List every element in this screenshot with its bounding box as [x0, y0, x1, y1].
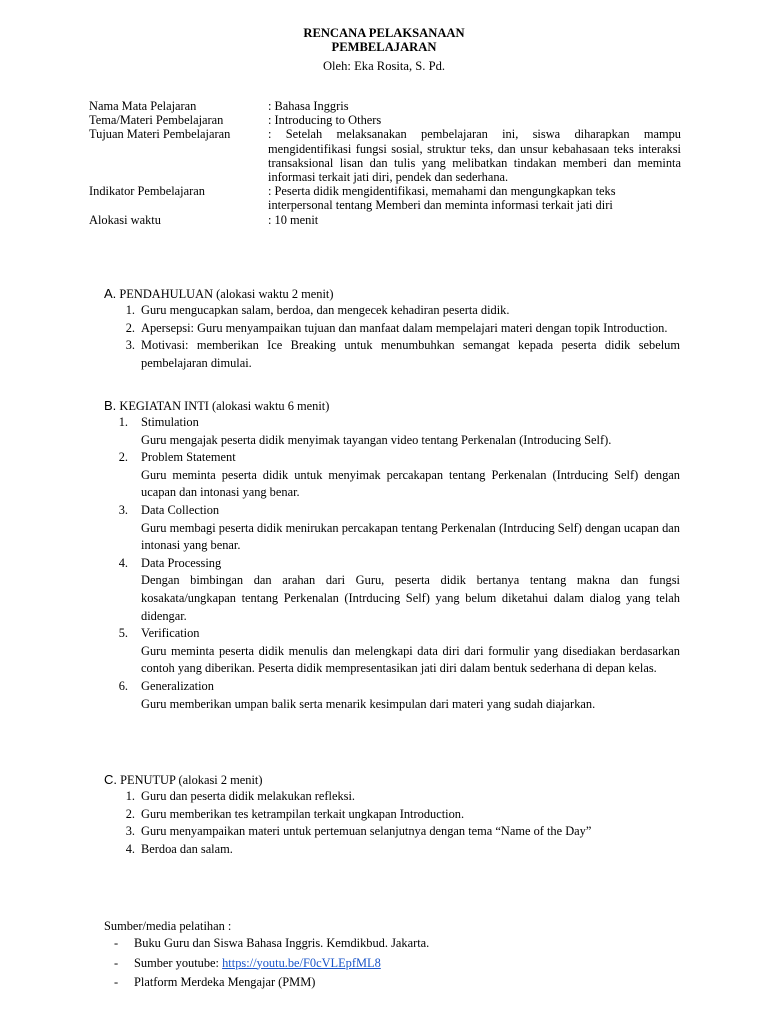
step-description: Guru meminta peserta didik menulis dan melengkapi data diri dari formulir yang disediakan berdasarkan contoh yang diberikan. Peserta didik mempresentasikan jati diri dalam bentuk sederhana di depan kelas.	[141, 643, 680, 676]
section-title: PENDAHULUAN (alokasi waktu 2 menit)	[119, 287, 334, 301]
info-row-theme	[89, 113, 681, 127]
source-item	[104, 954, 680, 974]
section-letter: B.	[104, 398, 117, 413]
item-text: Guru memberikan tes ketrampilan terkait ungkapan Introduction.	[141, 806, 465, 821]
section-letter: C.	[104, 772, 117, 787]
step-number: 4.	[118, 555, 128, 570]
info-label: Tema/Materi Pembelajaran	[89, 113, 224, 128]
info-row-objective	[89, 127, 681, 184]
source-item	[104, 934, 680, 954]
document-author: Oleh: Eka Rosita, S. Pd.	[322, 59, 446, 73]
step-description: Dengan bimbingan dan arahan dari Guru, peserta didik bertanya tentang makna dan fungsi kosakata/ungkapan tentang Perkenalan (Intrducing Self) yang belum diketahui dalam dialog yang telah didengar.	[141, 573, 680, 623]
item-number: 1.	[125, 303, 135, 317]
info-row-subject	[89, 99, 681, 113]
step-number: 3.	[118, 502, 128, 517]
document-title-line-1: RENCANA PELAKSANAAN	[303, 26, 465, 40]
bullet-dash: -	[114, 936, 119, 950]
section-heading	[104, 398, 680, 414]
item-text: Guru menyampaikan materi untuk pertemuan selanjutnya dengan tema “Name of the Day”	[141, 824, 592, 839]
source-item	[104, 973, 680, 993]
info-row-indicator	[89, 184, 681, 212]
sources-section	[104, 918, 680, 993]
item-number: 2.	[125, 320, 135, 335]
step-description: Guru meminta peserta didik untuk menyimak percakapan tentang Perkenalan (Intrducing Self) dengan ucapan dan intonasi yang benar.	[141, 467, 680, 500]
info-label: Nama Mata Pelajaran	[89, 99, 197, 113]
list-item	[104, 320, 680, 338]
item-number: 4.	[125, 841, 135, 856]
item-text: Motivasi: memberikan Ice Breaking untuk menumbuhkan semangat kepada peserta didik sebelum pembelajaran dimulai.	[141, 338, 680, 370]
step-description: Guru mengajak peserta didik menyimak tayangan video tentang Perkenalan (Introducing Self).	[141, 432, 612, 447]
activity-step	[104, 678, 680, 713]
info-row-time	[89, 213, 681, 227]
source-text: Buku Guru dan Siswa Bahasa Inggris. Kemdikbud. Jakarta.	[134, 936, 430, 950]
list-item	[104, 841, 680, 859]
list-item	[104, 302, 680, 320]
item-text: Apersepsi: Guru menyampaikan tujuan dan manfaat dalam mempelajari materi dengan topik Introduction.	[141, 320, 668, 335]
lesson-info-table	[89, 99, 681, 227]
item-number: 1.	[125, 789, 135, 803]
info-value: : Setelah melaksanakan pembelajaran ini, siswa diharapkan mampu mengidentifikasi fungsi sosial, struktur teks, dan unsur kebahasaan teks interaksi transaksional lisan dan tulis yang melibatkan tindakan memberi dan meminta informasi terkait jati diri, pendek dan sederhana.	[268, 127, 681, 185]
info-label: Indikator Pembelajaran	[89, 184, 205, 199]
step-number: 6.	[118, 678, 128, 693]
item-text: Guru dan peserta didik melakukan refleksi.	[141, 789, 356, 803]
section-introduction	[104, 286, 680, 372]
list-item	[104, 806, 680, 824]
activity-step	[104, 502, 680, 555]
info-label: Tujuan Materi Pembelajaran	[89, 127, 231, 142]
item-number: 3.	[125, 338, 135, 353]
info-label: Alokasi waktu	[89, 212, 161, 227]
sources-heading: Sumber/media pelatihan :	[104, 919, 232, 933]
section-heading	[104, 772, 680, 788]
step-description: Guru memberikan umpan balik serta menarik kesimpulan dari materi yang sudah diajarkan.	[141, 696, 596, 711]
list-item	[104, 823, 680, 841]
item-text: Berdoa dan salam.	[141, 841, 233, 856]
section-core-activities	[104, 398, 680, 713]
item-number: 2.	[125, 806, 135, 821]
info-value: : Peserta didik mengidentifikasi, memahami dan mengungkapkan teks interpersonal tentang Memberi dan meminta informasi terkait jati diri	[268, 184, 616, 213]
source-text: Platform Merdeka Mengajar (PMM)	[134, 975, 316, 989]
section-closing	[104, 772, 680, 858]
step-number: 5.	[118, 626, 128, 641]
item-text: Guru mengucapkan salam, berdoa, dan mengecek kehadiran peserta didik.	[141, 303, 510, 317]
section-heading	[104, 286, 680, 302]
activity-step	[104, 414, 680, 449]
item-number: 3.	[125, 824, 135, 839]
info-value: : 10 menit	[268, 212, 319, 227]
activity-step	[104, 625, 680, 678]
step-title: Verification	[141, 626, 200, 641]
step-title: Generalization	[141, 678, 214, 693]
step-number: 2.	[118, 450, 128, 465]
info-value: : Bahasa Inggris	[268, 99, 349, 113]
activity-step	[104, 449, 680, 502]
section-letter: A.	[104, 286, 117, 301]
list-item	[104, 788, 680, 806]
section-title: KEGIATAN INTI (alokasi waktu 6 menit)	[119, 399, 330, 413]
step-title: Data Processing	[141, 555, 222, 570]
section-title: PENUTUP (alokasi 2 menit)	[120, 773, 263, 787]
list-item	[104, 337, 680, 372]
bullet-dash: -	[114, 955, 119, 970]
step-title: Data Collection	[141, 502, 220, 517]
step-number: 1.	[118, 415, 128, 429]
youtube-link[interactable]: https://youtu.be/F0cVLEpfML8	[222, 955, 381, 970]
step-title: Problem Statement	[141, 450, 236, 465]
info-value: : Introducing to Others	[268, 113, 382, 128]
document-title-line-2: PEMBELAJARAN	[331, 40, 437, 54]
bullet-dash: -	[114, 975, 119, 989]
step-title: Stimulation	[141, 415, 199, 429]
step-description: Guru membagi peserta didik menirukan percakapan tentang Perkenalan (Intrducing Self) dengan ucapan dan intonasi yang benar.	[141, 520, 680, 553]
activity-step	[104, 555, 680, 625]
source-prefix: Sumber youtube:	[134, 955, 223, 970]
